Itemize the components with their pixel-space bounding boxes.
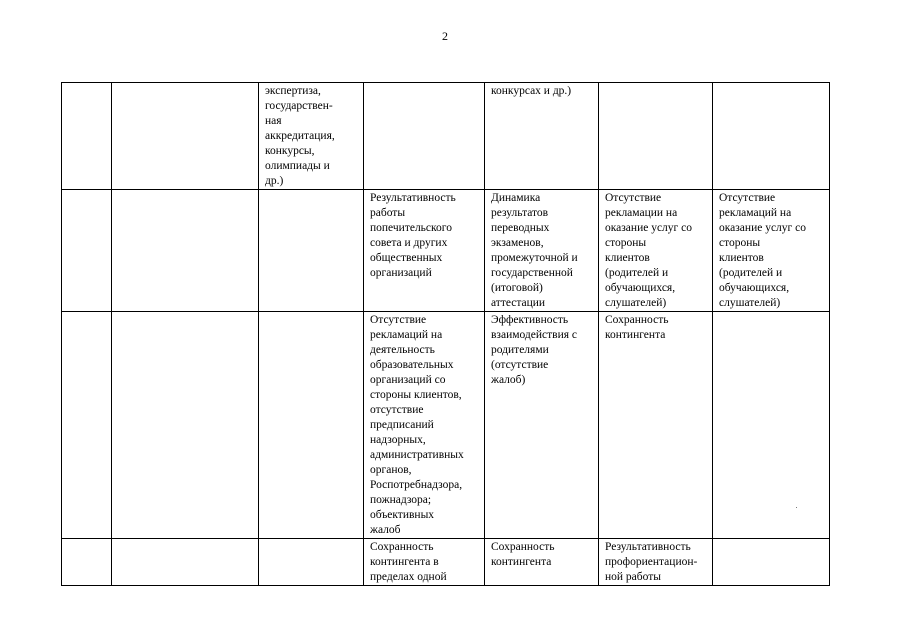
table-cell	[62, 312, 112, 539]
table-cell: Эффективность взаимодействия с родителями (отсутствие жалоб)	[485, 312, 599, 539]
table-cell: Сохранность контингента в пределах одной	[364, 539, 485, 586]
table-cell	[599, 83, 713, 190]
table-cell: Отсутствие рекламаций на оказание услуг со стороны клиентов (родителей и обучающихся, слушателей)	[713, 190, 830, 312]
table-cell	[112, 83, 259, 190]
table-cell	[62, 83, 112, 190]
table-cell	[259, 190, 364, 312]
table-cell: Результативность профориентацион- ной работы	[599, 539, 713, 586]
table-row	[62, 83, 830, 190]
table-cell: Сохранность контингента	[599, 312, 713, 539]
table-cell: конкурсах и др.)	[485, 83, 599, 190]
table-cell: Динамика результатов переводных экзаменов, промежуточной и государственной (итоговой) аттестации	[485, 190, 599, 312]
table-cell: Отсутствие рекламаций на деятельность образовательных организаций со стороны клиентов, отсутствие предписаний надзорных, административных органов, Роспотребнадзора, пожнадзора; объективных жалоб	[364, 312, 485, 539]
table-cell	[112, 190, 259, 312]
table-cell: Отсутствие рекламации на оказание услуг со стороны клиентов (родителей и обучающихся, слушателей)	[599, 190, 713, 312]
table-cell	[259, 312, 364, 539]
table-cell	[259, 539, 364, 586]
table-cell	[364, 83, 485, 190]
table-cell	[713, 83, 830, 190]
table-cell	[62, 539, 112, 586]
page-number: 2	[442, 29, 448, 43]
table-cell: Сохранность контингента	[485, 539, 599, 586]
table-row	[62, 190, 830, 312]
table-cell	[112, 312, 259, 539]
table-row	[62, 312, 830, 539]
table-cell	[713, 312, 830, 539]
document-table	[61, 82, 830, 586]
scan-speck	[796, 507, 797, 508]
table-row	[62, 539, 830, 586]
table-cell	[713, 539, 830, 586]
table-cell: экспертиза, государствен- ная аккредитация, конкурсы, олимпиады и др.)	[259, 83, 364, 190]
table-cell	[62, 190, 112, 312]
table-cell: Результативность работы попечительского совета и других общественных организаций	[364, 190, 485, 312]
table-cell	[112, 539, 259, 586]
